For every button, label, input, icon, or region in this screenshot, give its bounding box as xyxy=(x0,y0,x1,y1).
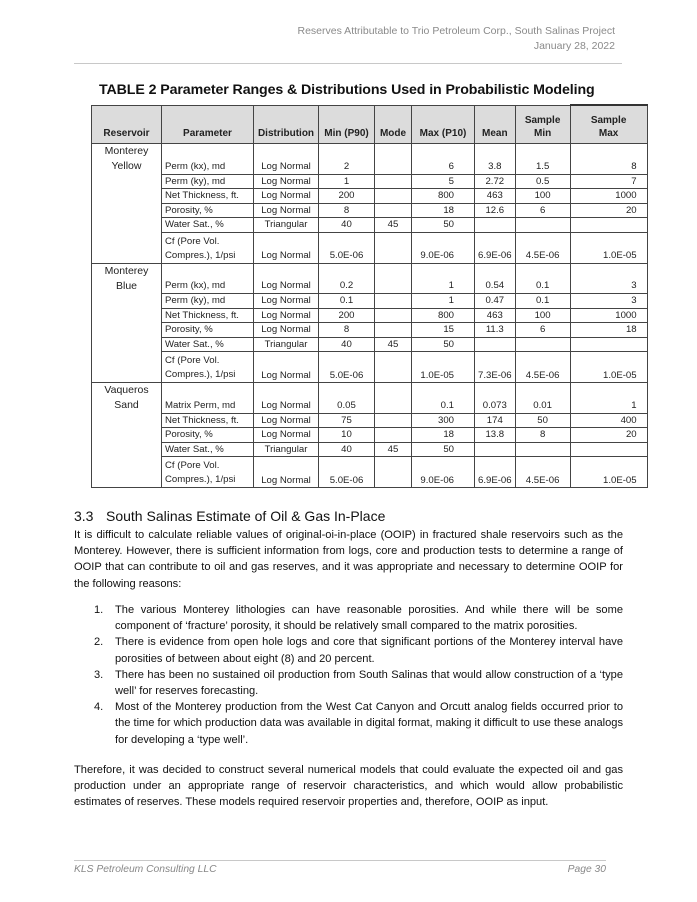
parameter-line2: Compres.), 1/psi xyxy=(165,474,236,485)
parameter-table xyxy=(91,104,648,488)
table-cell xyxy=(254,144,319,160)
sample-max-cell: 3 xyxy=(570,294,647,309)
max-cell: 5 xyxy=(412,174,475,189)
reservoir-name: Yellow xyxy=(92,159,162,174)
reservoir-name xyxy=(92,308,162,323)
parameter-cell: Perm (kx), md xyxy=(162,159,254,174)
table-cell xyxy=(375,144,412,160)
list-number: 4. xyxy=(94,701,104,714)
mode-cell xyxy=(375,159,412,174)
intro-paragraph: It is difficult to calculate reliable values of original-oi-in-place (OOIP) in fractured shale reservoirs such as the Monterey. However, there is sufficient information from logs, core and production tests to determine a range of OOIP that can contribute to oil and gas reserves, and it was appropriate and necessary to determine OOIP for the following reasons: xyxy=(74,529,623,590)
table-row xyxy=(92,337,648,352)
max-cell: 1 xyxy=(412,294,475,309)
reservoir-name: Monterey xyxy=(92,263,162,279)
mode-cell xyxy=(375,428,412,443)
col-header: Sample Min xyxy=(515,105,570,144)
footer-divider xyxy=(74,860,606,861)
reservoir-name: Vaqueros xyxy=(92,383,162,399)
sample-min-cell: 50 xyxy=(515,413,570,428)
distribution-cell: Log Normal xyxy=(254,308,319,323)
reservoir-name xyxy=(92,428,162,443)
col-header: Max (P10) xyxy=(412,105,475,144)
list-text: Most of the Monterey production from the West Cat Canyon and Orcutt analog fields occurred prior to the time for which production data was available in digital format, making it difficult to use these analogs for developing a ‘type well’. xyxy=(115,701,623,746)
table-title: TABLE 2 Parameter Ranges & Distributions Used in Probabilistic Modeling xyxy=(99,82,595,98)
sample-min-cell: 6 xyxy=(515,203,570,218)
table-cell xyxy=(162,383,254,399)
table-row xyxy=(92,263,648,279)
mode-cell: 45 xyxy=(375,218,412,233)
parameter-line2: Compres.), 1/psi xyxy=(165,249,236,261)
col-header: Mean xyxy=(475,105,516,144)
max-cell: 6 xyxy=(412,159,475,174)
section-title: South Salinas Estimate of Oil & Gas In-Place xyxy=(106,508,386,524)
col-header: Mode xyxy=(375,105,412,144)
table-row xyxy=(92,308,648,323)
sample-max-cell xyxy=(570,442,647,457)
table-cell xyxy=(254,263,319,279)
header-title: Reserves Attributable to Trio Petroleum Corp., South Salinas Project xyxy=(297,25,615,37)
table-cell xyxy=(319,263,375,279)
reservoir-name xyxy=(92,294,162,309)
table-row xyxy=(92,174,648,189)
max-cell: 50 xyxy=(412,337,475,352)
col-header: Reservoir xyxy=(92,105,162,144)
max-cell: 300 xyxy=(412,413,475,428)
reservoir-name xyxy=(92,457,162,488)
reservoir-name xyxy=(92,337,162,352)
distribution-cell: Log Normal xyxy=(254,413,319,428)
min-cell: 5.0E-06 xyxy=(319,457,375,488)
sample-max-cell: 20 xyxy=(570,203,647,218)
table-cell xyxy=(412,144,475,160)
sample-max-cell: 1.0E-05 xyxy=(570,457,647,488)
parameter-cell: Porosity, % xyxy=(162,323,254,338)
list-item xyxy=(74,634,623,666)
min-cell: 200 xyxy=(319,189,375,204)
min-cell: 5.0E-06 xyxy=(319,352,375,383)
sample-min-cell: 8 xyxy=(515,428,570,443)
table-cell xyxy=(375,383,412,399)
distribution-cell: Log Normal xyxy=(254,323,319,338)
table-cell xyxy=(254,383,319,399)
mode-cell xyxy=(375,189,412,204)
reservoir-name xyxy=(92,203,162,218)
table-row xyxy=(92,144,648,160)
parameter-cell: Perm (ky), md xyxy=(162,294,254,309)
sample-min-cell xyxy=(515,337,570,352)
table-row xyxy=(92,232,648,263)
distribution-cell: Log Normal xyxy=(254,352,319,383)
reservoir-name: Monterey xyxy=(92,144,162,160)
sample-min-cell xyxy=(515,218,570,233)
sample-max-cell: 1000 xyxy=(570,189,647,204)
table-cell xyxy=(475,383,516,399)
footer-page-number: Page 30 xyxy=(567,864,606,875)
distribution-cell: Log Normal xyxy=(254,279,319,294)
parameter-cell xyxy=(162,232,254,263)
mean-cell: 13.8 xyxy=(475,428,516,443)
min-cell: 0.2 xyxy=(319,279,375,294)
list-number: 1. xyxy=(94,604,104,616)
min-cell: 5.0E-06 xyxy=(319,232,375,263)
table-row xyxy=(92,413,648,428)
mean-cell: 0.47 xyxy=(475,294,516,309)
list-number: 3. xyxy=(94,668,104,681)
table-cell xyxy=(515,263,570,279)
sample-min-cell: 0.1 xyxy=(515,294,570,309)
header-divider xyxy=(74,63,622,64)
parameter-line1: Cf (Pore Vol. xyxy=(165,460,220,471)
distribution-cell: Log Normal xyxy=(254,457,319,488)
table-cell xyxy=(475,263,516,279)
conclusion-paragraph: Therefore, it was decided to construct several numerical models that could evaluate the expected oil and gas production under an appropriate range of reservoir characteristics, and which would allow probabilistic estimates of reserves. These models required reservoir properties and, therefore, OOIP as input. xyxy=(74,764,623,809)
mode-cell xyxy=(375,279,412,294)
mode-cell xyxy=(375,174,412,189)
reasons-list xyxy=(74,602,623,748)
max-cell: 18 xyxy=(412,428,475,443)
mode-cell xyxy=(375,352,412,383)
max-cell: 9.0E-06 xyxy=(412,232,475,263)
parameter-cell: Matrix Perm, md xyxy=(162,398,254,413)
table-row xyxy=(92,203,648,218)
list-item xyxy=(74,699,623,748)
parameter-cell: Perm (ky), md xyxy=(162,174,254,189)
sample-max-cell xyxy=(570,218,647,233)
page-header xyxy=(298,24,616,54)
min-cell: 2 xyxy=(319,159,375,174)
min-cell: 40 xyxy=(319,218,375,233)
parameter-cell: Net Thickness, ft. xyxy=(162,308,254,323)
min-cell: 40 xyxy=(319,442,375,457)
sample-min-cell: 4.5E-06 xyxy=(515,457,570,488)
max-cell: 50 xyxy=(412,442,475,457)
table-cell xyxy=(475,144,516,160)
table-cell xyxy=(570,144,647,160)
mode-cell xyxy=(375,398,412,413)
sample-min-cell: 1.5 xyxy=(515,159,570,174)
min-cell: 10 xyxy=(319,428,375,443)
reservoir-name xyxy=(92,442,162,457)
sample-min-cell: 0.1 xyxy=(515,279,570,294)
reservoir-name: Sand xyxy=(92,398,162,413)
table-cell xyxy=(412,383,475,399)
min-cell: 8 xyxy=(319,323,375,338)
reservoir-name xyxy=(92,218,162,233)
table-row xyxy=(92,383,648,399)
distribution-cell: Log Normal xyxy=(254,203,319,218)
sample-min-cell xyxy=(515,442,570,457)
table-row xyxy=(92,279,648,294)
list-text: The various Monterey lithologies can have reasonable porosities. And while there will be some component of ‘fracture’ porosity, it should be relatively small compared to the matrix porosities. xyxy=(115,604,623,633)
mean-cell: 463 xyxy=(475,189,516,204)
col-header: Min (P90) xyxy=(319,105,375,144)
mean-cell xyxy=(475,337,516,352)
max-cell: 800 xyxy=(412,308,475,323)
distribution-cell: Log Normal xyxy=(254,189,319,204)
max-cell: 9.0E-06 xyxy=(412,457,475,488)
sample-min-cell: 4.5E-06 xyxy=(515,352,570,383)
table-cell xyxy=(570,263,647,279)
mode-cell xyxy=(375,294,412,309)
sample-max-cell: 1 xyxy=(570,398,647,413)
min-cell: 200 xyxy=(319,308,375,323)
mean-cell: 0.54 xyxy=(475,279,516,294)
sample-max-cell: 400 xyxy=(570,413,647,428)
mean-cell: 6.9E-06 xyxy=(475,457,516,488)
sample-min-cell: 4.5E-06 xyxy=(515,232,570,263)
mode-cell xyxy=(375,323,412,338)
mode-cell: 45 xyxy=(375,337,412,352)
table-row xyxy=(92,218,648,233)
table-cell xyxy=(412,263,475,279)
table-row xyxy=(92,189,648,204)
table-cell xyxy=(319,144,375,160)
parameter-cell xyxy=(162,352,254,383)
sample-max-cell: 1.0E-05 xyxy=(570,232,647,263)
col-header: Parameter xyxy=(162,105,254,144)
table-row xyxy=(92,352,648,383)
mean-cell xyxy=(475,218,516,233)
parameter-line2: Compres.), 1/psi xyxy=(165,369,236,380)
sample-max-cell: 7 xyxy=(570,174,647,189)
min-cell: 40 xyxy=(319,337,375,352)
distribution-cell: Log Normal xyxy=(254,232,319,263)
reservoir-name xyxy=(92,352,162,383)
list-text: There is evidence from open hole logs and core that significant portions of the Monterey interval have porosities of between about eight (8) and 20 percent. xyxy=(115,636,623,665)
sample-max-cell: 1000 xyxy=(570,308,647,323)
sample-min-cell: 100 xyxy=(515,189,570,204)
mode-cell xyxy=(375,203,412,218)
mode-cell xyxy=(375,232,412,263)
max-cell: 1 xyxy=(412,279,475,294)
max-cell: 800 xyxy=(412,189,475,204)
table-row xyxy=(92,428,648,443)
table-row xyxy=(92,294,648,309)
parameter-line1: Cf (Pore Vol. xyxy=(165,235,220,247)
list-item xyxy=(74,667,623,699)
min-cell: 8 xyxy=(319,203,375,218)
min-cell: 75 xyxy=(319,413,375,428)
parameter-table-container xyxy=(91,104,648,488)
mean-cell xyxy=(475,442,516,457)
header-date: January 28, 2022 xyxy=(533,40,615,52)
table-cell xyxy=(570,383,647,399)
parameter-cell: Porosity, % xyxy=(162,428,254,443)
reservoir-name xyxy=(92,323,162,338)
reservoir-name xyxy=(92,413,162,428)
reservoir-name xyxy=(92,232,162,263)
table-cell xyxy=(515,383,570,399)
max-cell: 15 xyxy=(412,323,475,338)
sample-max-cell: 1.0E-05 xyxy=(570,352,647,383)
distribution-cell: Log Normal xyxy=(254,398,319,413)
min-cell: 1 xyxy=(319,174,375,189)
mean-cell: 463 xyxy=(475,308,516,323)
distribution-cell: Log Normal xyxy=(254,159,319,174)
sample-min-cell: 0.5 xyxy=(515,174,570,189)
mean-cell: 12.6 xyxy=(475,203,516,218)
list-number: 2. xyxy=(94,636,104,649)
section-heading xyxy=(74,508,385,524)
parameter-cell: Water Sat., % xyxy=(162,218,254,233)
sample-min-cell: 0.01 xyxy=(515,398,570,413)
parameter-cell xyxy=(162,457,254,488)
reservoir-name xyxy=(92,174,162,189)
mode-cell: 45 xyxy=(375,442,412,457)
distribution-cell: Log Normal xyxy=(254,428,319,443)
reservoir-name xyxy=(92,189,162,204)
parameter-cell: Perm (kx), md xyxy=(162,279,254,294)
parameter-cell: Net Thickness, ft. xyxy=(162,189,254,204)
mean-cell: 2.72 xyxy=(475,174,516,189)
mode-cell xyxy=(375,308,412,323)
footer-company: KLS Petroleum Consulting LLC xyxy=(74,864,217,875)
parameter-cell: Water Sat., % xyxy=(162,442,254,457)
table-cell xyxy=(319,383,375,399)
table-cell xyxy=(515,144,570,160)
table-row xyxy=(92,457,648,488)
max-cell: 18 xyxy=(412,203,475,218)
col-header: Distribution xyxy=(254,105,319,144)
mean-cell: 11.3 xyxy=(475,323,516,338)
sample-max-cell: 20 xyxy=(570,428,647,443)
table-row xyxy=(92,323,648,338)
min-cell: 0.1 xyxy=(319,294,375,309)
mean-cell: 6.9E-06 xyxy=(475,232,516,263)
sample-min-cell: 6 xyxy=(515,323,570,338)
section-number: 3.3 xyxy=(74,508,94,524)
max-cell: 50 xyxy=(412,218,475,233)
mean-cell: 7.3E-06 xyxy=(475,352,516,383)
parameter-cell: Porosity, % xyxy=(162,203,254,218)
distribution-cell: Log Normal xyxy=(254,174,319,189)
distribution-cell: Triangular xyxy=(254,442,319,457)
mean-cell: 0.073 xyxy=(475,398,516,413)
table-cell xyxy=(162,263,254,279)
sample-max-cell xyxy=(570,337,647,352)
sample-max-cell: 18 xyxy=(570,323,647,338)
list-text: There has been no sustained oil production from South Salinas that would allow construction of a ‘type well’ for reserves forecasting. xyxy=(115,668,623,698)
table-cell xyxy=(375,263,412,279)
table-header-row xyxy=(92,105,648,144)
col-header-sample-max: Sample Max xyxy=(590,115,627,139)
mean-cell: 3.8 xyxy=(475,159,516,174)
parameter-cell: Water Sat., % xyxy=(162,337,254,352)
sample-min-cell: 100 xyxy=(515,308,570,323)
max-cell: 1.0E-05 xyxy=(412,352,475,383)
table-row xyxy=(92,159,648,174)
parameter-cell: Net Thickness, ft. xyxy=(162,413,254,428)
parameter-line1: Cf (Pore Vol. xyxy=(165,355,220,366)
mode-cell xyxy=(375,457,412,488)
distribution-cell: Triangular xyxy=(254,337,319,352)
list-item xyxy=(74,602,623,634)
sample-max-cell: 3 xyxy=(570,279,647,294)
mode-cell xyxy=(375,413,412,428)
col-header xyxy=(570,105,647,144)
table-row xyxy=(92,442,648,457)
sample-max-cell: 8 xyxy=(570,159,647,174)
distribution-cell: Triangular xyxy=(254,218,319,233)
table-cell xyxy=(162,144,254,160)
reservoir-name: Blue xyxy=(92,279,162,294)
min-cell: 0.05 xyxy=(319,398,375,413)
max-cell: 0.1 xyxy=(412,398,475,413)
table-row xyxy=(92,398,648,413)
mean-cell: 174 xyxy=(475,413,516,428)
distribution-cell: Log Normal xyxy=(254,294,319,309)
